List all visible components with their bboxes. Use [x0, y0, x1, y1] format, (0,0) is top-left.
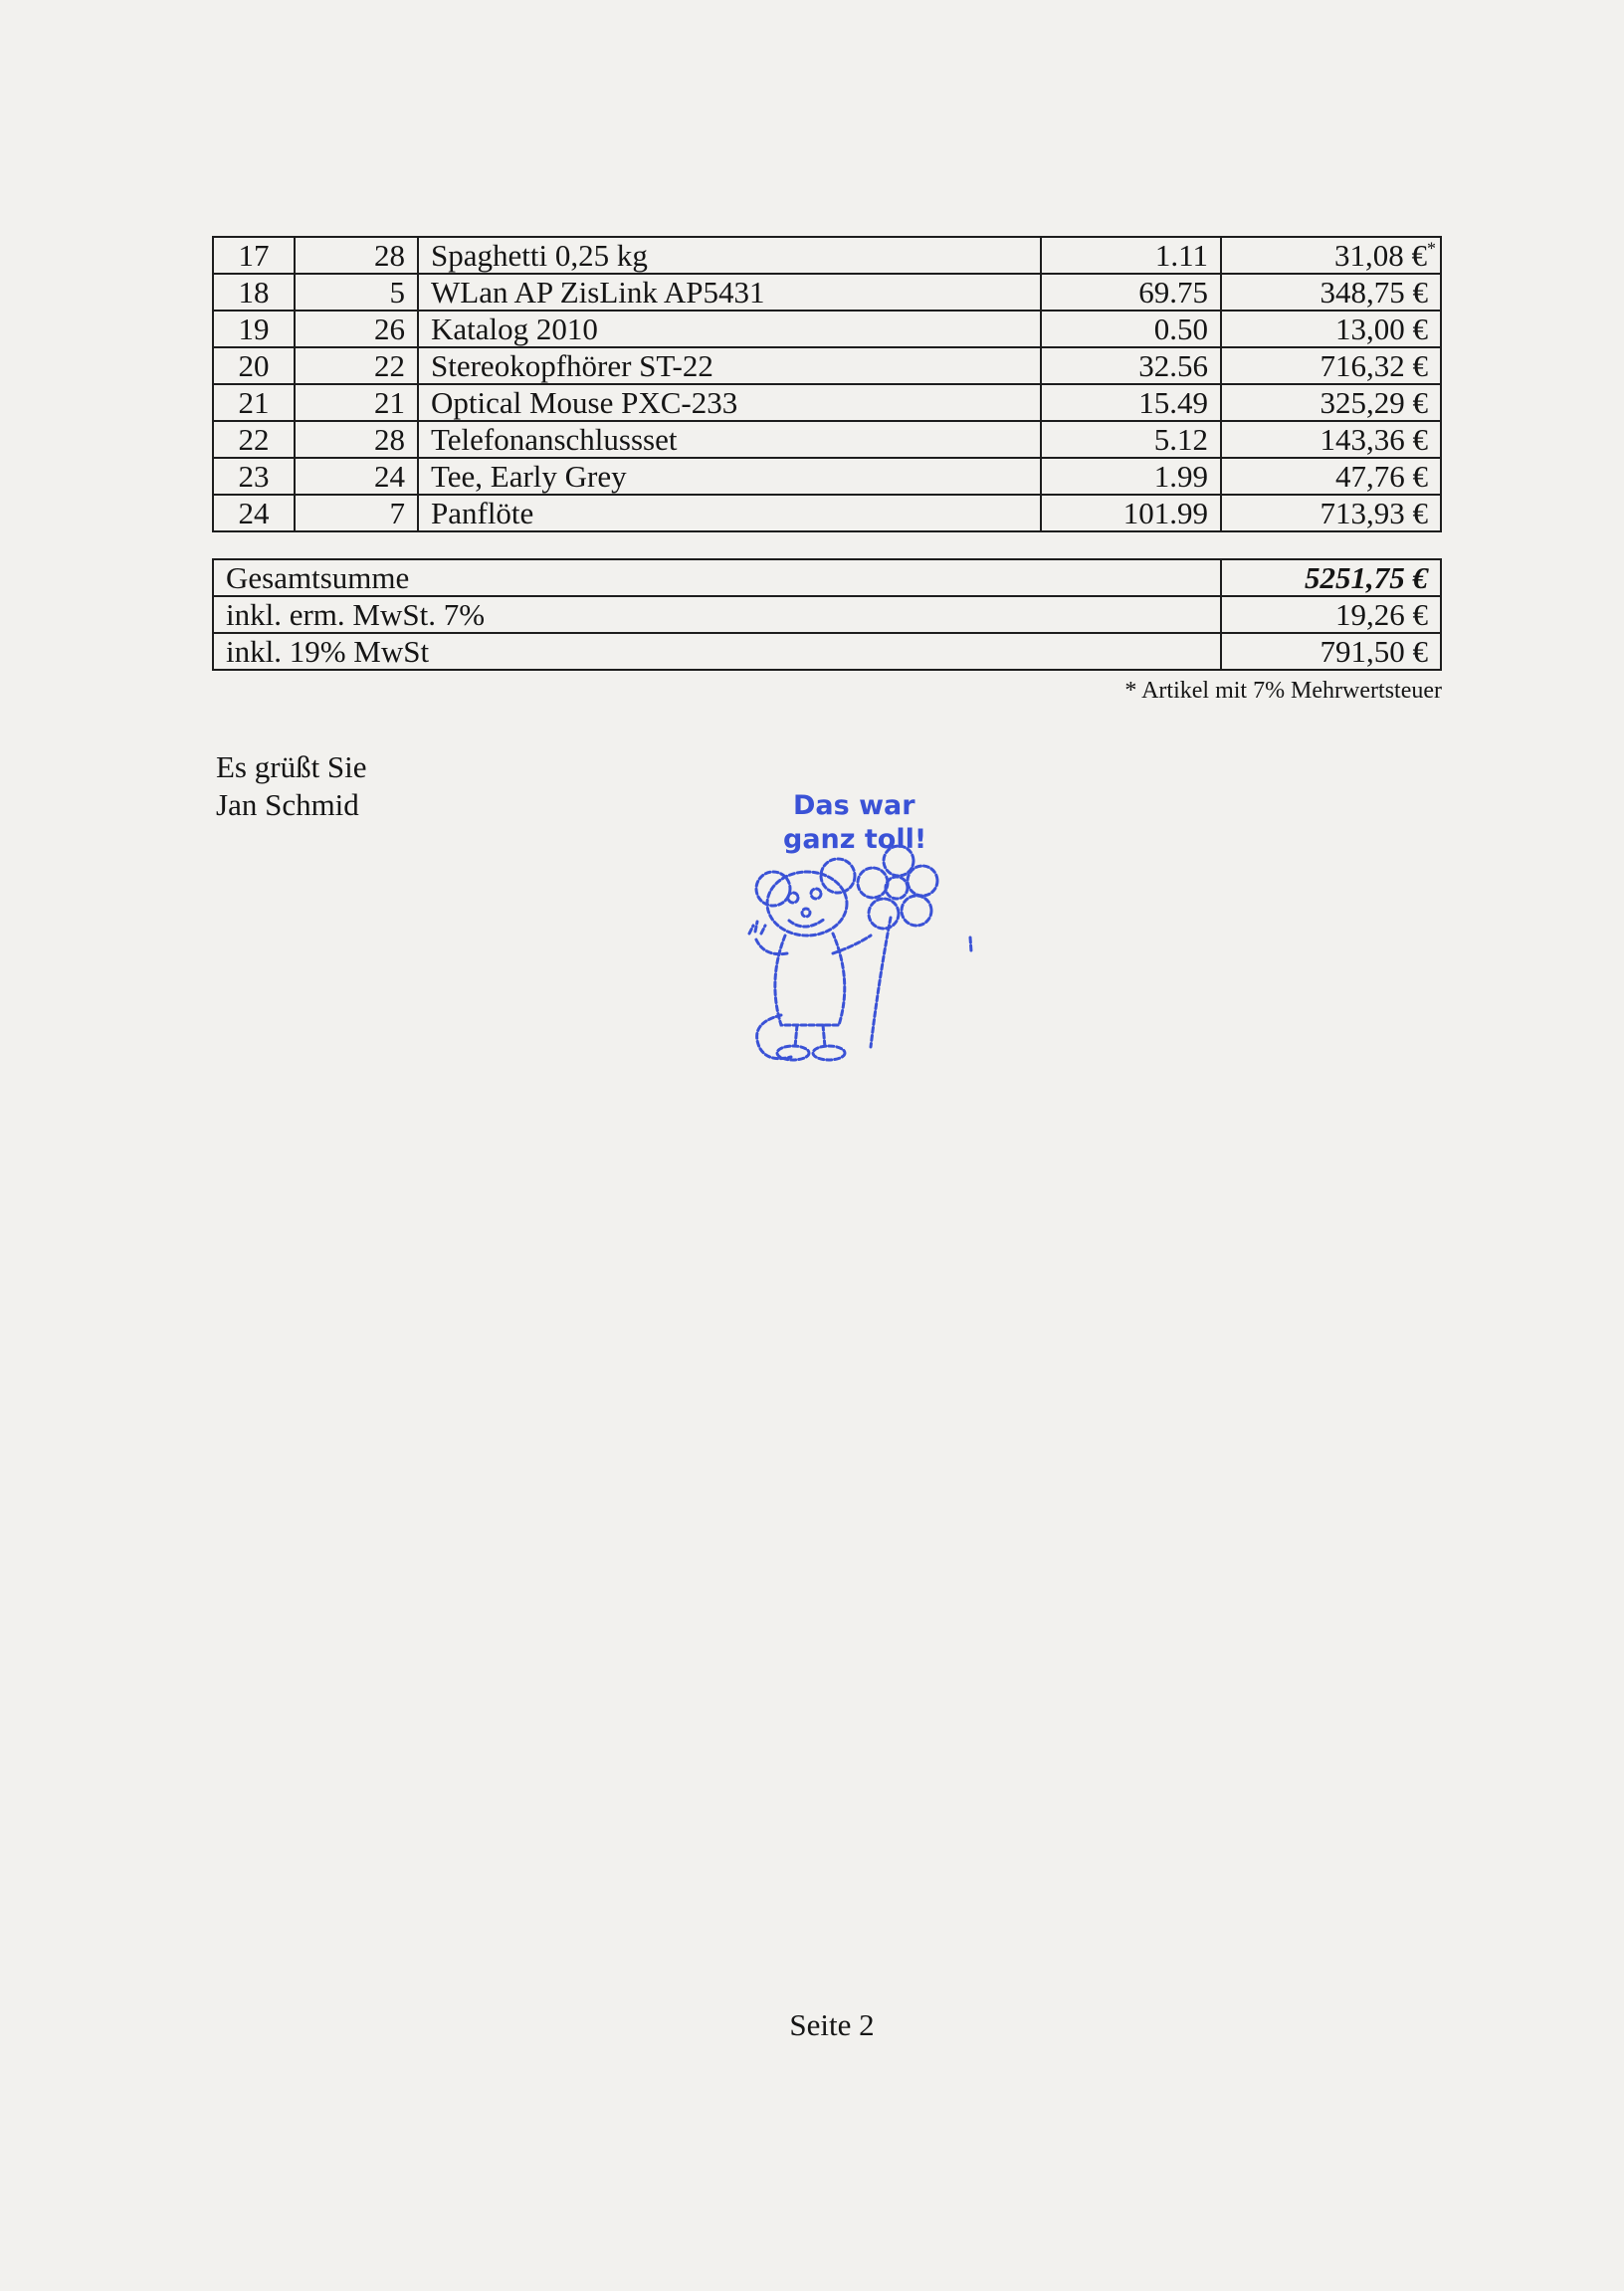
item-total: 713,93 € [1221, 495, 1441, 531]
item-description: Spaghetti 0,25 kg [418, 237, 1041, 274]
mouse-flower-stamp-icon [741, 786, 980, 1075]
item-position: 20 [213, 347, 295, 384]
stamp-text-line2: ganz toll! [783, 824, 927, 855]
item-quantity: 22 [295, 347, 418, 384]
item-unit-price: 69.75 [1041, 274, 1221, 311]
grand-total-row [213, 559, 1441, 596]
item-description: Stereokopfhörer ST-22 [418, 347, 1041, 384]
item-position: 17 [213, 237, 295, 274]
item-unit-price: 0.50 [1041, 311, 1221, 347]
table-row [213, 237, 1441, 274]
table-row [213, 495, 1441, 531]
reduced-vat-label: inkl. erm. MwSt. 7% [213, 596, 1221, 633]
closing-greeting: Es grüßt Sie [216, 749, 367, 784]
item-total: 716,32 € [1221, 347, 1441, 384]
item-position: 23 [213, 458, 295, 495]
page-number: Seite 2 [789, 2007, 875, 2042]
item-description: WLan AP ZisLink AP5431 [418, 274, 1041, 311]
item-quantity: 24 [295, 458, 418, 495]
item-total: 31,08 €* [1221, 237, 1441, 274]
item-position: 18 [213, 274, 295, 311]
table-row [213, 421, 1441, 458]
item-unit-price: 1.99 [1041, 458, 1221, 495]
item-description: Tee, Early Grey [418, 458, 1041, 495]
totals-table [212, 558, 1442, 671]
item-description: Optical Mouse PXC-233 [418, 384, 1041, 421]
item-position: 24 [213, 495, 295, 531]
vat-marker: * [1427, 238, 1436, 259]
items-table [212, 236, 1442, 532]
item-quantity: 26 [295, 311, 418, 347]
table-row [213, 458, 1441, 495]
item-position: 19 [213, 311, 295, 347]
item-quantity: 28 [295, 421, 418, 458]
item-total: 143,36 € [1221, 421, 1441, 458]
closing-block [216, 748, 367, 824]
item-description: Katalog 2010 [418, 311, 1041, 347]
item-description: Panflöte [418, 495, 1041, 531]
item-quantity: 5 [295, 274, 418, 311]
item-quantity: 7 [295, 495, 418, 531]
vat-label: inkl. 19% MwSt [213, 633, 1221, 670]
reduced-vat-value: 19,26 € [1221, 596, 1441, 633]
vat-value: 791,50 € [1221, 633, 1441, 670]
item-description: Telefonanschlussset [418, 421, 1041, 458]
item-total: 348,75 € [1221, 274, 1441, 311]
reduced-vat-row [213, 596, 1441, 633]
item-unit-price: 5.12 [1041, 421, 1221, 458]
table-row [213, 311, 1441, 347]
item-quantity: 21 [295, 384, 418, 421]
item-unit-price: 15.49 [1041, 384, 1221, 421]
signer-name: Jan Schmid [216, 787, 359, 822]
vat-row [213, 633, 1441, 670]
item-unit-price: 1.11 [1041, 237, 1221, 274]
grand-total-label: Gesamtsumme [213, 559, 1221, 596]
item-total: 325,29 € [1221, 384, 1441, 421]
item-total: 47,76 € [1221, 458, 1441, 495]
item-position: 22 [213, 421, 295, 458]
item-quantity: 28 [295, 237, 418, 274]
item-position: 21 [213, 384, 295, 421]
item-unit-price: 101.99 [1041, 495, 1221, 531]
vat-footnote: * Artikel mit 7% Mehrwertsteuer [1124, 678, 1442, 704]
grand-total-value: 5251,75 € [1221, 559, 1441, 596]
table-row [213, 274, 1441, 311]
table-row [213, 384, 1441, 421]
item-unit-price: 32.56 [1041, 347, 1221, 384]
table-row [213, 347, 1441, 384]
item-total: 13,00 € [1221, 311, 1441, 347]
stamp-text-line1: Das war [793, 790, 915, 821]
